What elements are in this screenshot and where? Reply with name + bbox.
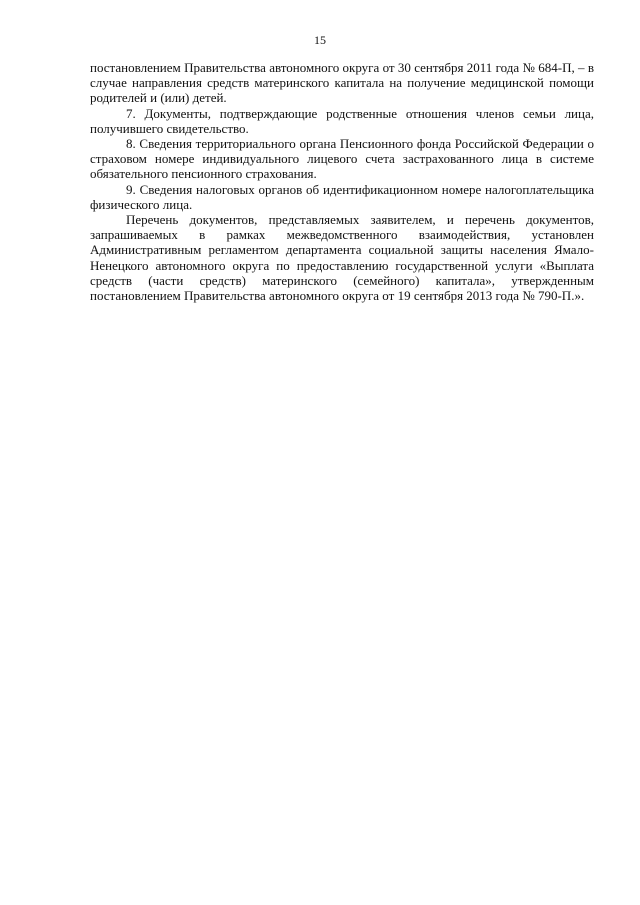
page-number: 15 bbox=[314, 33, 326, 47]
paragraph-item-8: 8. Сведения территориального органа Пенсионного фонда Российской Федерации о страховом номере индивидуального лицевого счета застрахованного лица в системе обязательного пенсионного страхования. bbox=[90, 136, 594, 182]
paragraph-item-7: 7. Документы, подтверждающие родственные отношения членов семьи лица, получившего свидетельство. bbox=[90, 105, 594, 136]
paragraph-item-9: 9. Сведения налоговых органов об идентификационном номере налогоплательщика физического лица. bbox=[90, 181, 594, 212]
paragraph-document-list: Перечень документов, представляемых заявителем, и перечень документов, запрашиваемых в рамках межведомственного взаимодействия, установлен Административным регламентом департамента социальной защиты населения Ямало-Ненецкого автономного округа по предоставлению государственной услуги «Выплата средств (части средств) материнского (семейного) капитала», утвержденным постановлением Правительства автономного округа от 19 сентября 2013 года № 790-П.». bbox=[90, 212, 594, 304]
document-body bbox=[90, 60, 594, 303]
paragraph-continuation: постановлением Правительства автономного округа от 30 сентября 2011 года № 684-П, – в случае направления средств материнского капитала на получение медицинской помощи родителей и (или) детей. bbox=[90, 60, 594, 106]
